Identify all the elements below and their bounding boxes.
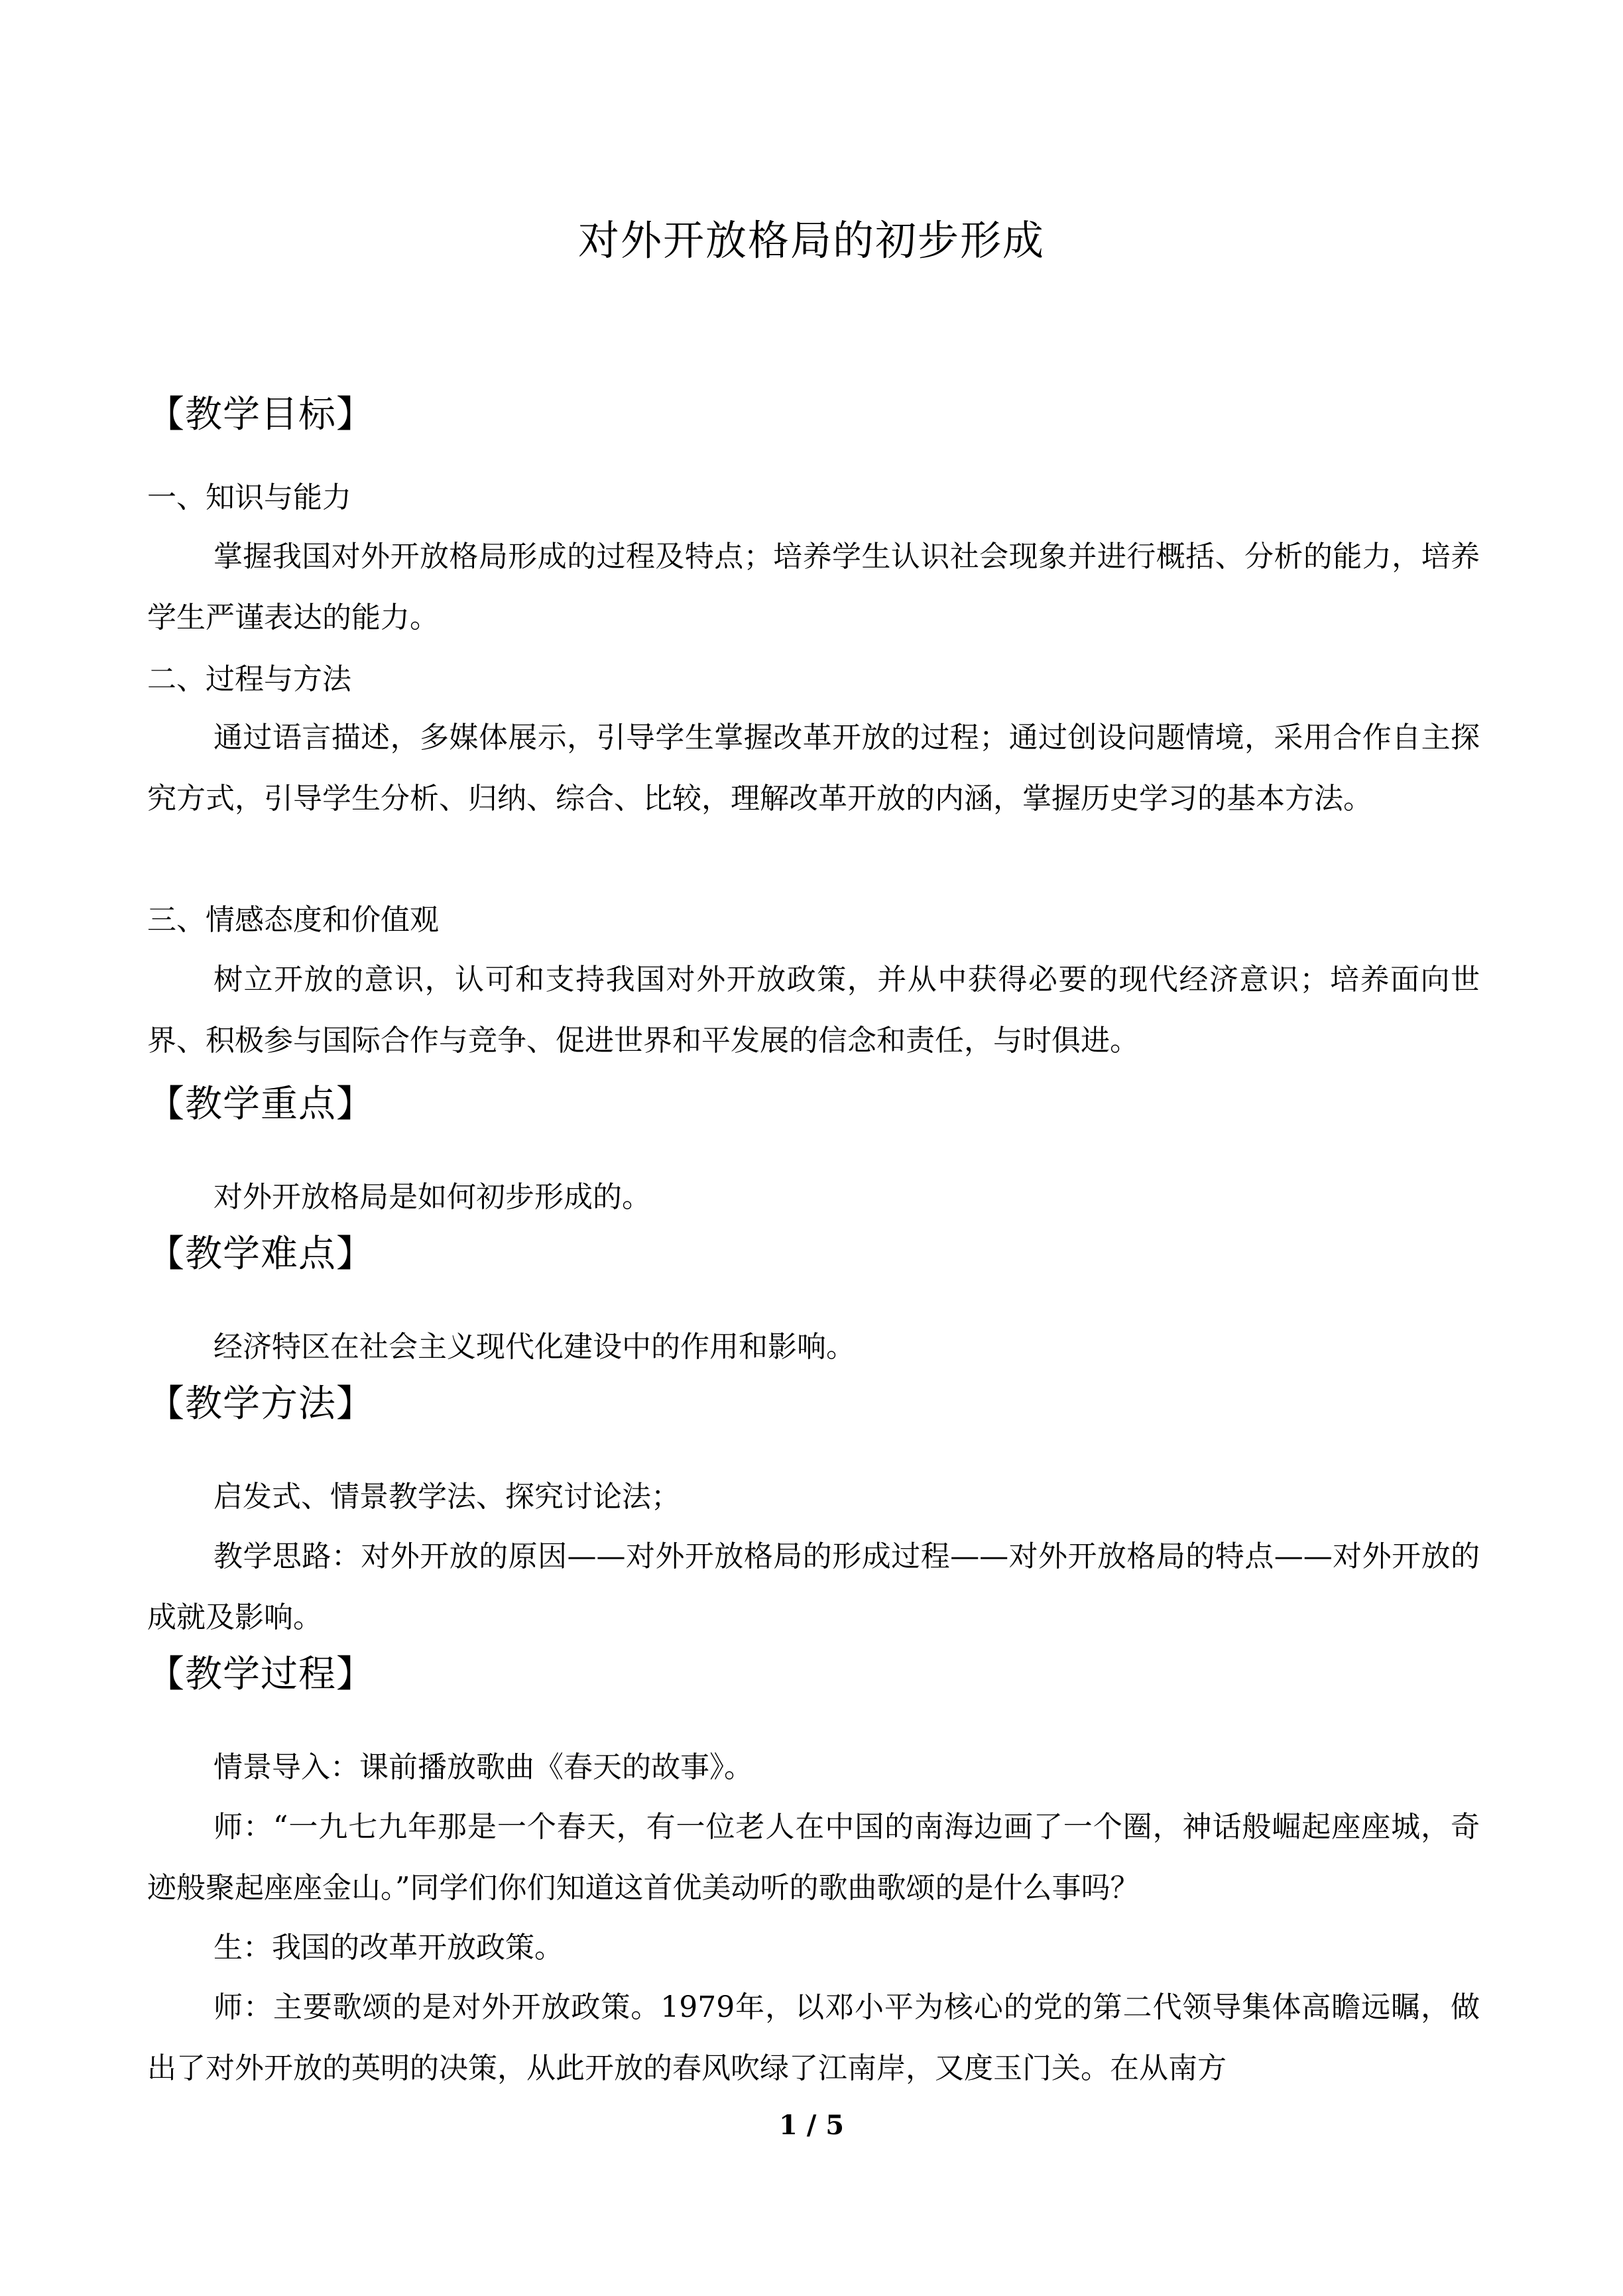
paragraph-key-points: 对外开放格局是如何初步形成的。 (213, 1180, 651, 1214)
paragraph-values: 树立开放的意识，认可和支持我国对外开放政策，并从中获得必要的现代经济意识；培养面向世界、积极参与国际合作与竞争、促进世界和平发展的信念和责任，与时俱进。 (147, 963, 1480, 1057)
section-heading-process: 【教学过程】 (147, 1653, 374, 1696)
paragraph-teacher-question: 师：“一九七九年那是一个春天，有一位老人在中国的南海边画了一个圈，神话般崛起座座城，奇迹般聚起座座金山。”同学们你们知道这首优美动听的歌曲歌颂的是什么事吗？ (147, 1810, 1480, 1905)
subheading-values: 三、情感态度和价值观 (147, 903, 439, 937)
paragraph-knowledge-ability: 掌握我国对外开放格局形成的过程及特点；培养学生认识社会现象并进行概括、分析的能力，培养学生严谨表达的能力。 (147, 540, 1480, 634)
paragraph-difficulties: 经济特区在社会主义现代化建设中的作用和影响。 (213, 1330, 855, 1364)
page-number: 1 / 5 (778, 2110, 845, 2141)
document-title: 对外开放格局的初步形成 (577, 216, 1045, 265)
section-heading-key-points: 【教学重点】 (147, 1083, 374, 1126)
section-heading-difficulties: 【教学难点】 (147, 1233, 374, 1276)
paragraph-teaching-approach: 教学思路：对外开放的原因——对外开放格局的形成过程——对外开放格局的特点——对外开放的成就及影响。 (147, 1540, 1480, 1634)
section-heading-objectives: 【教学目标】 (147, 393, 374, 436)
subheading-process-method: 二、过程与方法 (147, 662, 351, 696)
paragraph-teacher-explanation: 师：主要歌颂的是对外开放政策。1979年，以邓小平为核心的党的第二代领导集体高瞻远瞩，做出了对外开放的英明的决策，从此开放的春风吹绿了江南岸，又度玉门关。在从南方 (147, 1990, 1480, 2085)
paragraph-scene-intro: 情景导入：课前播放歌曲《春天的故事》。 (213, 1750, 753, 1784)
paragraph-process-method: 通过语言描述，多媒体展示，引导学生掌握改革开放的过程；通过创设问题情境，采用合作自主探究方式，引导学生分析、归纳、综合、比较，理解改革开放的内涵，掌握历史学习的基本方法。 (147, 721, 1480, 816)
paragraph-student-answer: 生：我国的改革开放政策。 (213, 1931, 564, 1964)
paragraph-methods: 启发式、情景教学法、探究讨论法； (213, 1480, 680, 1514)
section-heading-methods: 【教学方法】 (147, 1382, 374, 1425)
subheading-knowledge-ability: 一、知识与能力 (147, 481, 351, 514)
